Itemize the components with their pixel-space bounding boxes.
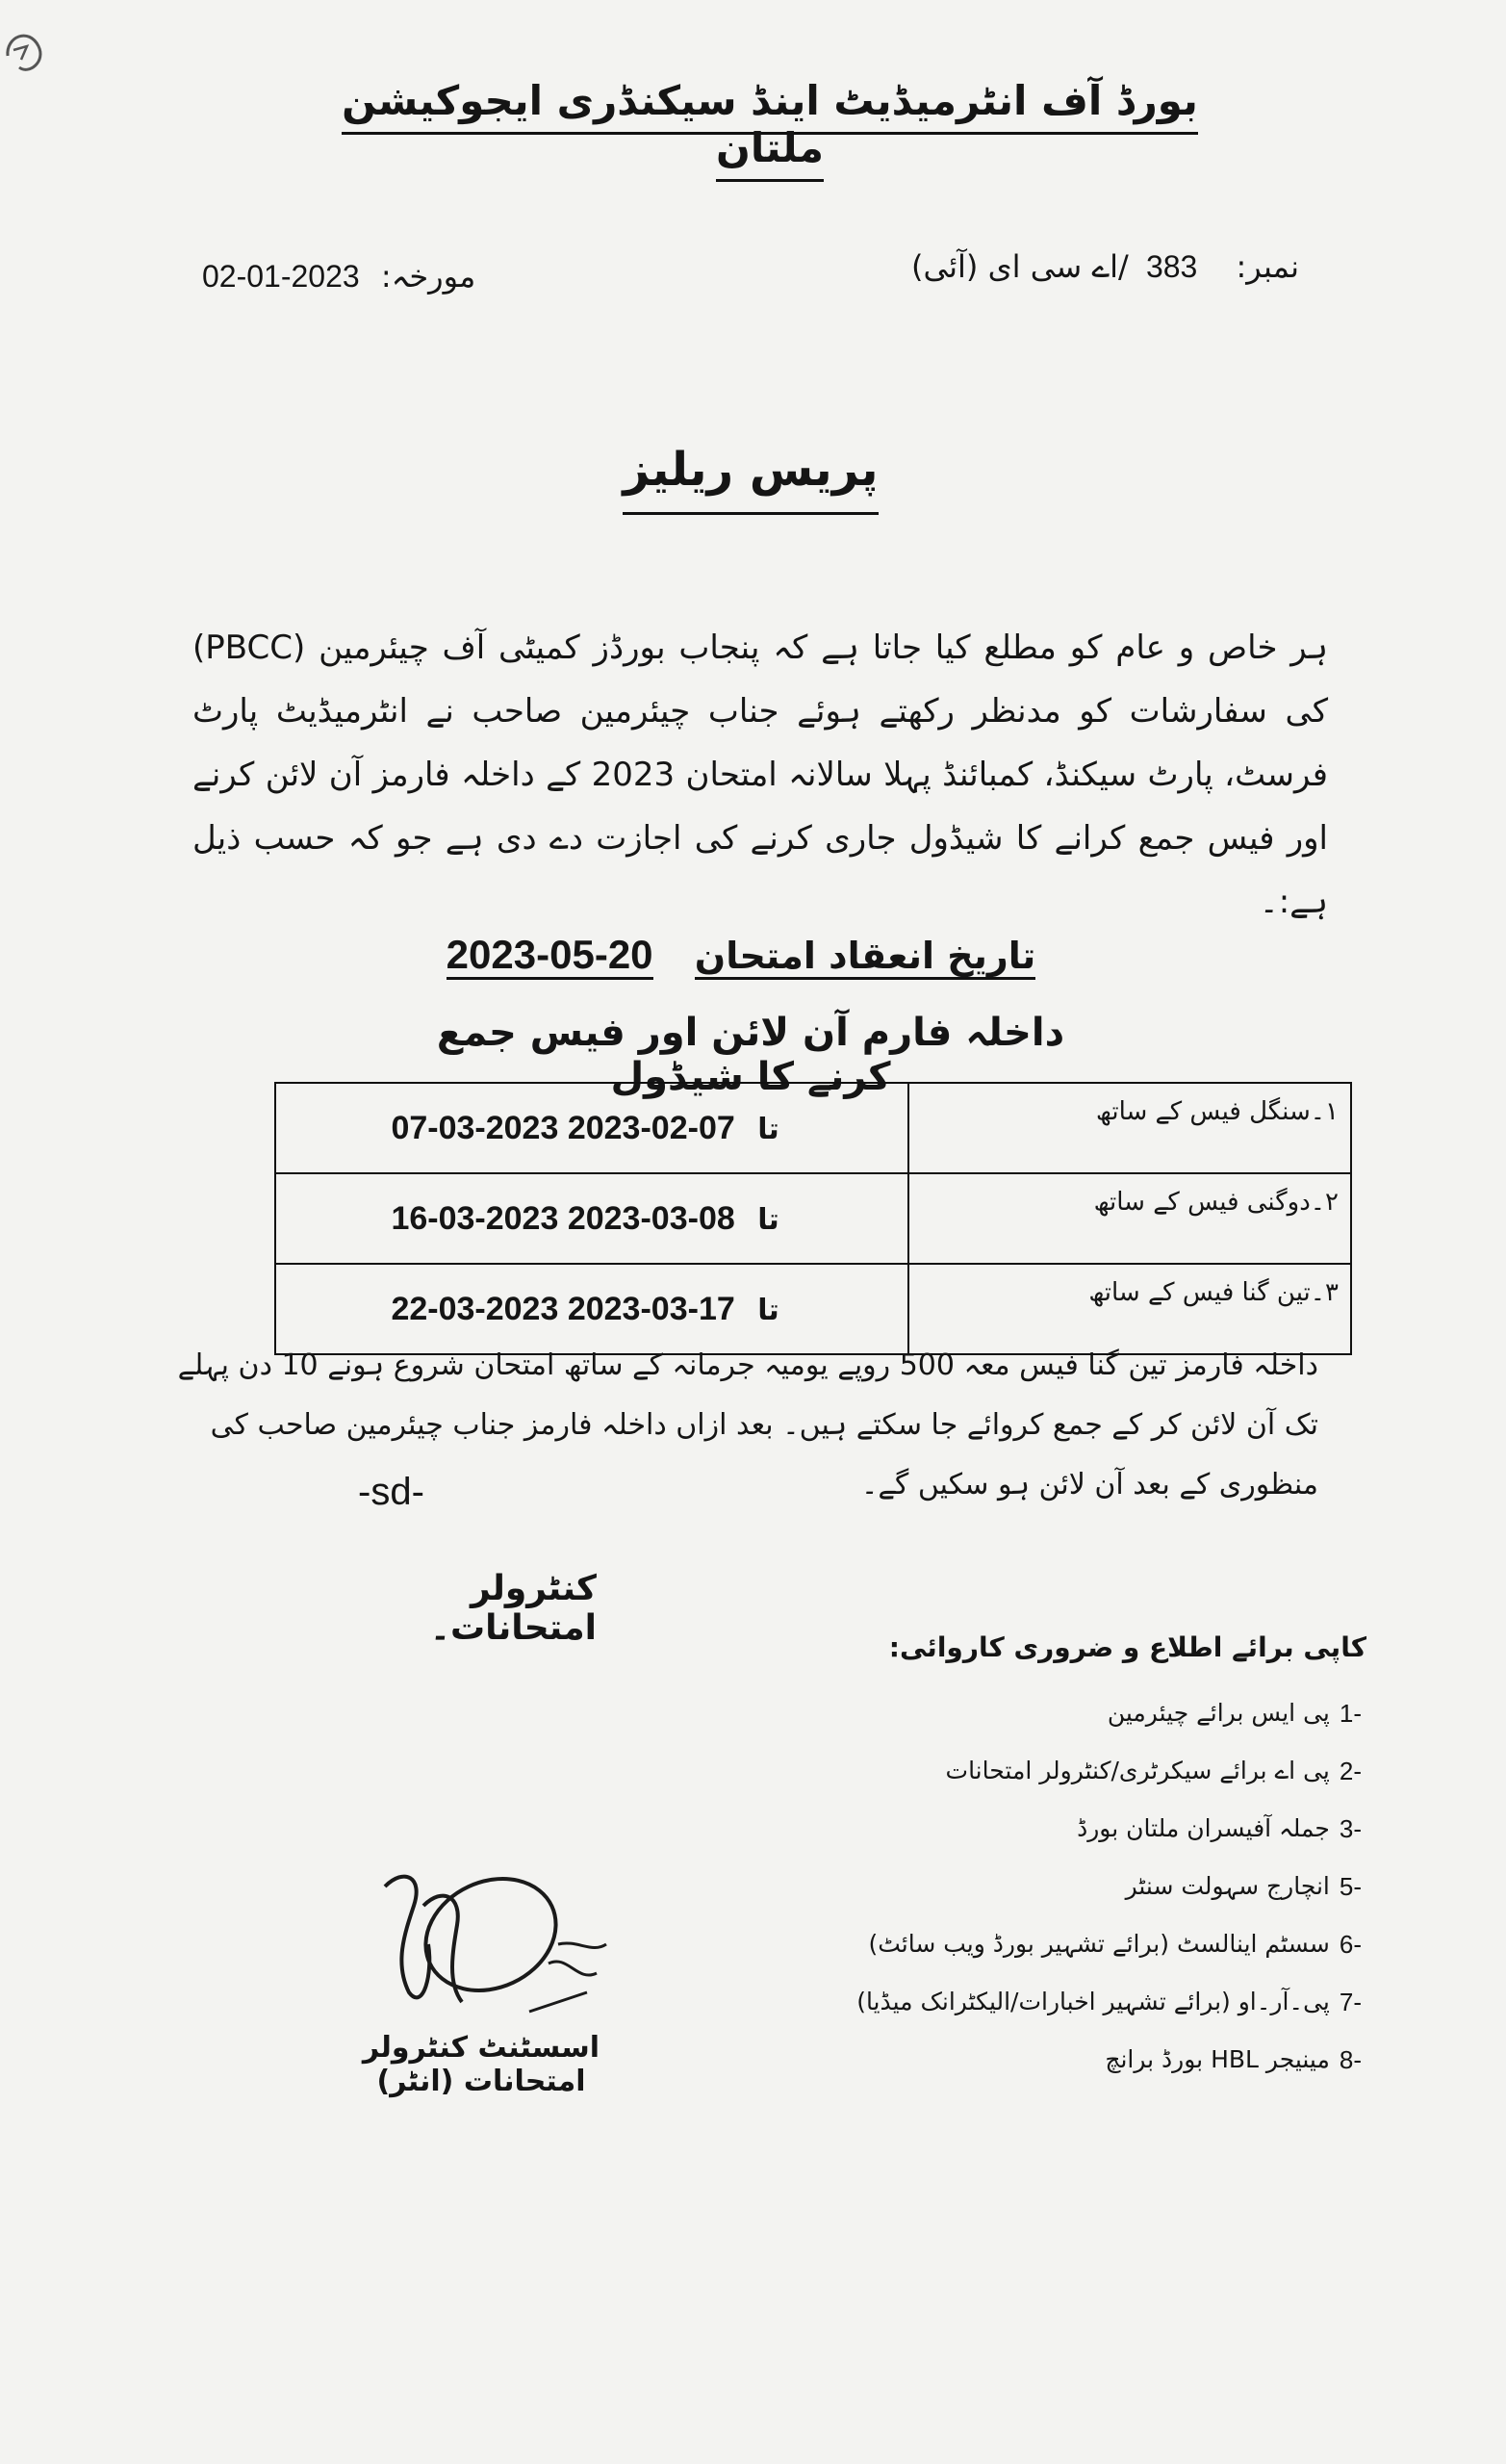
list-item [828, 1858, 1362, 1915]
item-text: سسٹم اینالسٹ (برائے تشہیر بورڈ ویب سائٹ) [868, 1930, 1330, 1958]
title-text: پریس ریلیز [623, 443, 878, 515]
date-value: 02-01-2023 [202, 259, 360, 294]
list-item [828, 1684, 1362, 1742]
item-text: انچارج سہولت سنٹر [1125, 1872, 1330, 1900]
table-row [275, 1083, 1351, 1173]
range-separator: تا [757, 1112, 779, 1146]
list-item [828, 1973, 1362, 2031]
exam-date-value: 20-05-2023 [447, 932, 653, 980]
item-number: 6- [1339, 1930, 1362, 1959]
range-end: 22-03-2023 [391, 1290, 559, 1327]
number-value: 383 [1145, 249, 1198, 284]
reference-date [202, 258, 475, 295]
list-item [828, 2031, 1362, 2089]
exam-date-label: تاریخ انعقاد امتحان [695, 935, 1036, 980]
number-label: نمبر: [1236, 248, 1299, 285]
item-text: پی۔آر۔او (برائے تشہیر اخبارات/الیکٹرانک میڈیا) [856, 1988, 1330, 2015]
item-text: پی ایس برائے چیئرمین [1107, 1699, 1330, 1727]
table-row [275, 1173, 1351, 1264]
date-label: مورخہ: [380, 258, 476, 295]
item-text: پی اے برائے سیکرٹری/کنٹرولر امتحانات [945, 1757, 1330, 1784]
board-header [289, 77, 1251, 171]
schedule-title: داخلہ فارم آن لائن اور فیس جمع کرنے کا شیڈول [436, 1011, 1065, 1099]
reference-number [911, 248, 1299, 285]
range-start: 08-03-2023 [567, 1199, 735, 1237]
fee-category: ۲۔دوگنی فیس کے ساتھ [908, 1173, 1351, 1264]
item-number: 8- [1339, 2045, 1362, 2074]
range-separator: تا [757, 1293, 779, 1327]
date-range [275, 1173, 908, 1264]
range-end: 16-03-2023 [391, 1199, 559, 1237]
page-title [481, 443, 1020, 497]
range-separator: تا [757, 1202, 779, 1237]
list-item [828, 1742, 1362, 1800]
copy-list [828, 1684, 1362, 2089]
list-item [828, 1800, 1362, 1858]
exam-date [404, 932, 1078, 978]
date-range [275, 1083, 908, 1173]
fee-category: ۳۔تین گنا فیس کے ساتھ [908, 1264, 1351, 1354]
item-text: مینیجر HBL بورڈ برانچ [1105, 2045, 1330, 2073]
fee-category: ۱۔سنگل فیس کے ساتھ [908, 1083, 1351, 1173]
range-start: 17-03-2023 [567, 1290, 735, 1327]
copy-heading: کاپی برائے اطلاع و ضروری کاروائی: [888, 1631, 1366, 1663]
range-end: 07-03-2023 [391, 1109, 559, 1146]
item-number: 2- [1339, 1757, 1362, 1785]
item-text: جملہ آفیسران ملتان بورڈ [1077, 1814, 1330, 1842]
handwritten-signature [366, 1848, 654, 2040]
reference-line [202, 248, 1299, 306]
announcement-paragraph: ہر خاص و عام کو مطلع کیا جاتا ہے کہ پنجاب بورڈز کمیٹی آف چیئرمین (PBCC) کی سفارشات کو مدنظر رکھتے ہوئے جناب چیئرمین صاحب نے انٹرمیڈیٹ پارٹ فرسٹ، پارٹ سیکنڈ، کمبائنڈ پہلا سالانہ امتحان 2023 کے داخلہ فارمز آن لائن کرنے اور فیس جمع کرانے کا شیڈول جاری کرنے کی اجازت دے دی ہے جو کہ حسب ذیل ہے:۔ [192, 629, 1328, 921]
number-suffix: /اے سی ای (آئی) [910, 248, 1129, 285]
board-name: بورڈ آف انٹرمیڈیٹ اینڈ سیکنڈری ایجوکیشن ملتان [342, 77, 1198, 182]
signed-mark: -sd- [358, 1471, 424, 1513]
schedule-table [274, 1082, 1352, 1355]
late-fee-note: داخلہ فارمز تین گنا فیس معہ 500 روپے یومیہ جرمانہ کے ساتھ امتحان شروع ہونے 10 دن پہلے تک آن لائن کر کے جمع کروائے جا سکتے ہیں۔ بعد ازاں داخلہ فارمز جناب چیئرمین صاحب کی منظوری کے بعد آن لائن ہو سکیں گے۔ [177, 1348, 1318, 1502]
controller-title: کنٹرولر امتحانات۔ [429, 1569, 597, 1648]
list-item [828, 1915, 1362, 1973]
item-number: 7- [1339, 1988, 1362, 2016]
range-start: 07-02-2023 [567, 1109, 735, 1146]
assistant-controller-title: اسسٹنٹ کنٹرولر امتحانات (انٹر) [362, 2031, 600, 2098]
item-number: 3- [1339, 1814, 1362, 1843]
corner-stamp-mark [0, 17, 58, 94]
item-number: 5- [1339, 1872, 1362, 1901]
item-number: 1- [1339, 1699, 1362, 1728]
